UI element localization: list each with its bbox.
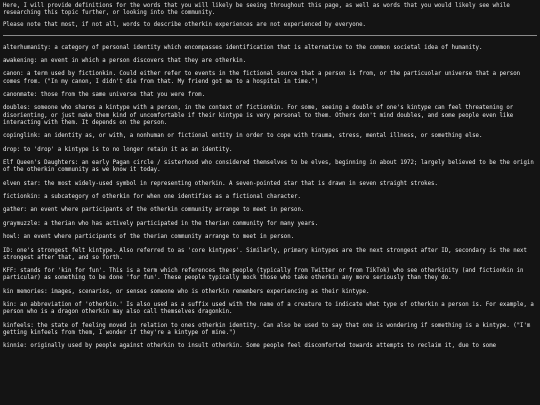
definition-gather: gather: an event where participants of the otherkin community arrange to meet in person.: [3, 207, 305, 214]
glossary-list: [3, 45, 537, 351]
definition-kff: KFF: stands for 'kin for fun'. This is a term which references the people (typically from Twitter or from TikTok) who see otherkinity (and fictionkin in particular) as something to be done 'for fun'. These people typically mock those who take otherkin any more seriously than they do.: [3, 268, 524, 282]
definition-canon: canon: a term used by fictionkin. Could either refer to events in the fictional source that a person is from, or the particuolar universe that a person comes from. ("In my canon, I didn't die from that. My friend got me to a hospital in time."): [3, 71, 521, 85]
definition-fictionkin: fictionkin: a subcategory of otherkin for when one identifies as a fictional character.: [3, 193, 301, 200]
definition-howl: howl: an event where participants of the therian community arrange to meet in person.: [3, 234, 295, 241]
definition-id: ID: one's strongest felt kintype. Also referred to as 'core kintypes'. Similarly, primary kintypes are the next strongest after ID, secondary is the next strongest after that, and so forth.: [3, 247, 527, 261]
intro-paragraph: Here, I will provide definitions for the words that you will likely be seeing throughout this page, as well as words that you would likely see while researching this topic further, or looking into the community.: [3, 3, 510, 17]
definition-doubles: doubles: someone who shares a kintype with a person, in the context of fictionkin. For some, seeing a double of one's kintype can feel threatening or disorienting, or just make them kind of uncomfortable if their kintype is very personal to them. Others don't mind doubles, and some people even like interacting with them. It depends on the person.: [3, 105, 514, 126]
section-divider: [3, 35, 537, 36]
definition-graymuzzle: graymuzzle: a therian who has actively participated in the therian community for many years.: [3, 220, 319, 227]
definition-elf-queens-daughters: Elf Queen's Daughters: an early Pagan circle / sisterhood who considered themselves to be elves, beginning in about 1972; largely believed to be the origin of the otherkin community as we know it today.: [3, 159, 534, 174]
definition-copinglink: copinglink: an identity as, or with, a nonhuman or fictional entity in order to cope with trauma, stress, mental illness, or something else.: [3, 133, 483, 140]
intro-note: Please note that most, if not all, words to describe otherkin experiences are not experienced by everyone.: [3, 22, 366, 29]
definition-alterhumanity: alterhumanity: a category of personal identity which encompasses identification that is alternative to the common societal idea of humanity.: [3, 44, 483, 51]
definition-kinfeels: kinfeels: the state of feeling moved in relation to ones otherkin identity. Can also be used to say that one is wondering if something is a kintype. ("I'm getting kinfeels from them, I wonder if they're a kintype of mine."): [3, 322, 531, 336]
definition-canonmate: canonmate: those from the same universe that you were from.: [3, 91, 206, 98]
definition-kin: kin: an abbreviation of 'otherkin.' Is also used as a suffix used with the name of a creature to indicate what type of otherkin a person is. For example, a person who is a dragon otherkin may also call themselves dragonkin.: [3, 302, 534, 316]
definition-elven-star: elven star: the most widely-used symbol in representing otherkin. A seven-pointed star that is drawn in seven straight strokes.: [3, 180, 438, 187]
definition-drop: drop: to 'drop' a kintype is to no longer retain it as an identity.: [3, 146, 233, 153]
definition-kin-memories: kin memories: images, scenarios, or senses someone who is otherkin remembers experiencing as their kintype.: [3, 288, 370, 295]
intro-section: [3, 3, 537, 30]
definition-awakening: awakening: an event in which a person discovers that they are otherkin.: [3, 58, 247, 64]
definition-kinnie: kinnie: originally used by people against otherkin to insult otherkin. Some people feel discomforted towards attempts to reclaim it, due to some: [3, 343, 497, 350]
